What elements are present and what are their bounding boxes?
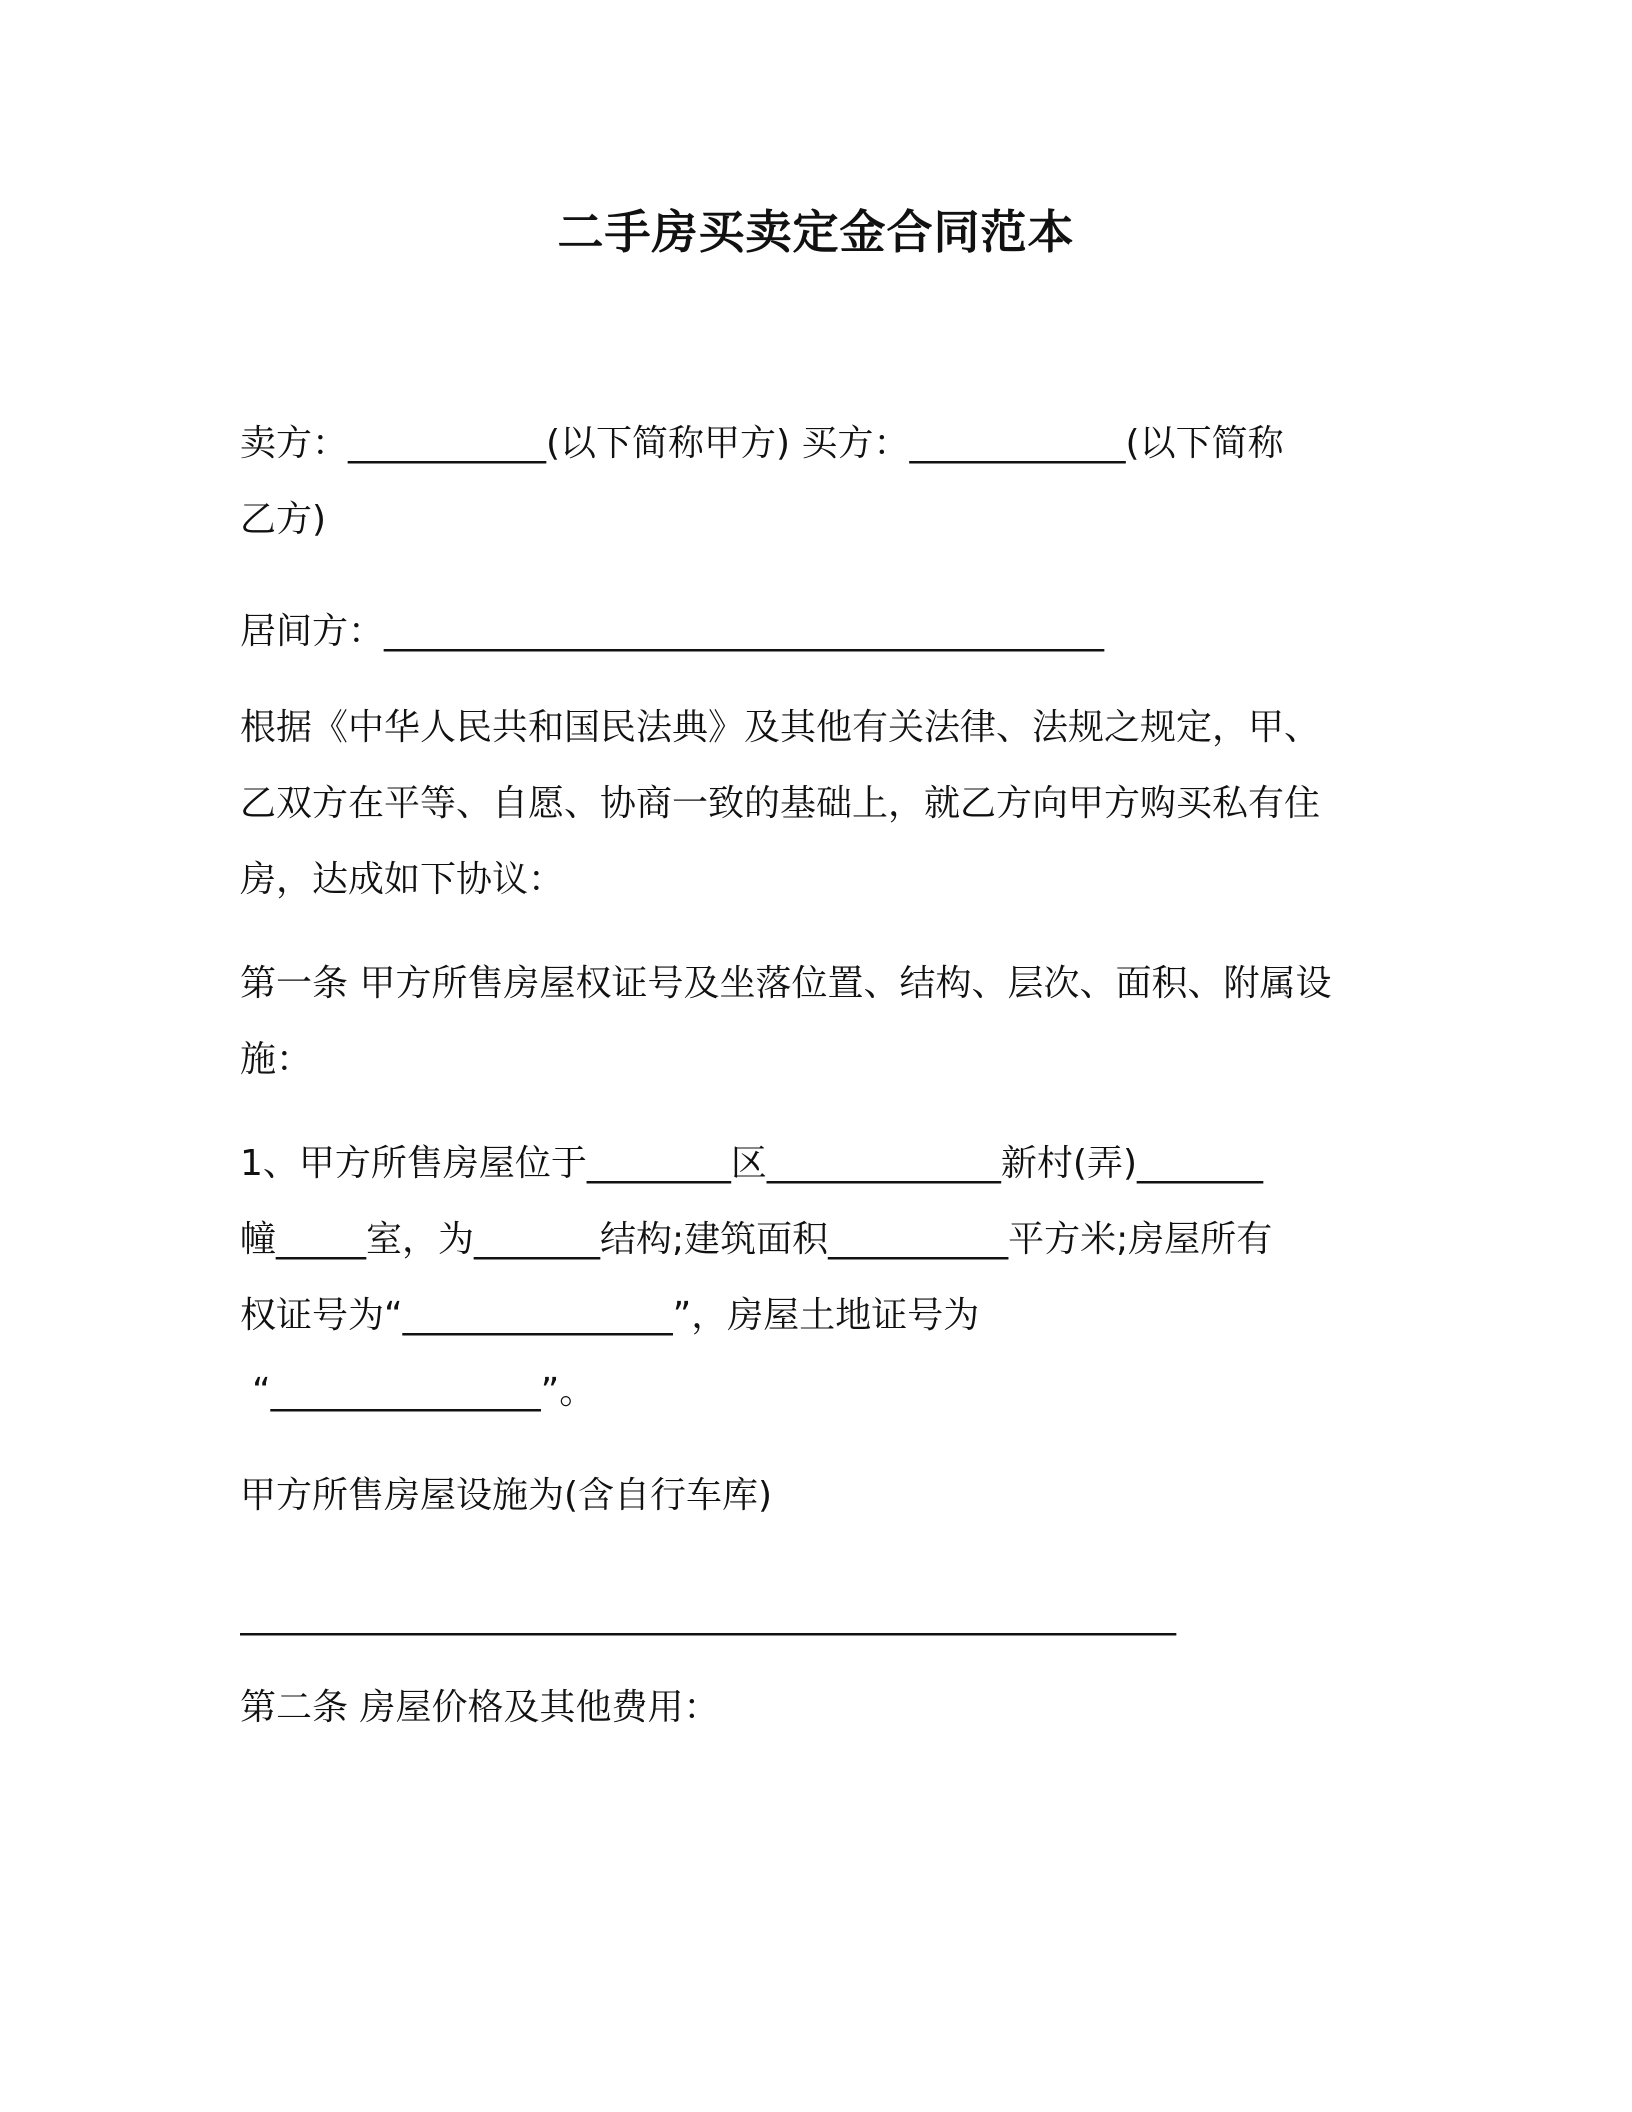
seller-buyer-line: 卖方：___________(以下简称甲方) 买方：____________(以下简称 (240, 423, 1284, 464)
facilities-blank-line: ____________________________________________________ (240, 1595, 1176, 1636)
article-1-heading-line-1: 第一条 甲方所售房屋权证号及坐落位置、结构、层次、面积、附属设 (240, 963, 1332, 1004)
article-1-heading-line-2: 施： (240, 1039, 313, 1080)
land-cert-line: “_______________”。 (252, 1371, 596, 1412)
house-structure-line: 幢_____室，为_______结构;建筑面积__________平方米;房屋所有 (240, 1219, 1273, 1260)
property-cert-line: 权证号为“_______________”，房屋土地证号为 (240, 1295, 980, 1336)
document-title: 二手房买卖定金合同范本 (557, 205, 1075, 259)
party-b-line: 乙方) (240, 499, 327, 540)
intermediary-line: 居间方：________________________________________ (240, 611, 1105, 652)
preamble-line-2: 乙双方在平等、自愿、协商一致的基础上，就乙方向甲方购买私有住 (240, 783, 1321, 824)
house-location-line: 1、甲方所售房屋位于________区_____________新村(弄)_______ (240, 1143, 1263, 1184)
article-2-heading: 第二条 房屋价格及其他费用： (240, 1687, 720, 1728)
preamble-line-3: 房，达成如下协议： (240, 859, 565, 900)
preamble-line-1: 根据《中华人民共和国民法典》及其他有关法律、法规之规定，甲、 (240, 707, 1321, 748)
facilities-line: 甲方所售房屋设施为(含自行车库) (240, 1475, 773, 1516)
